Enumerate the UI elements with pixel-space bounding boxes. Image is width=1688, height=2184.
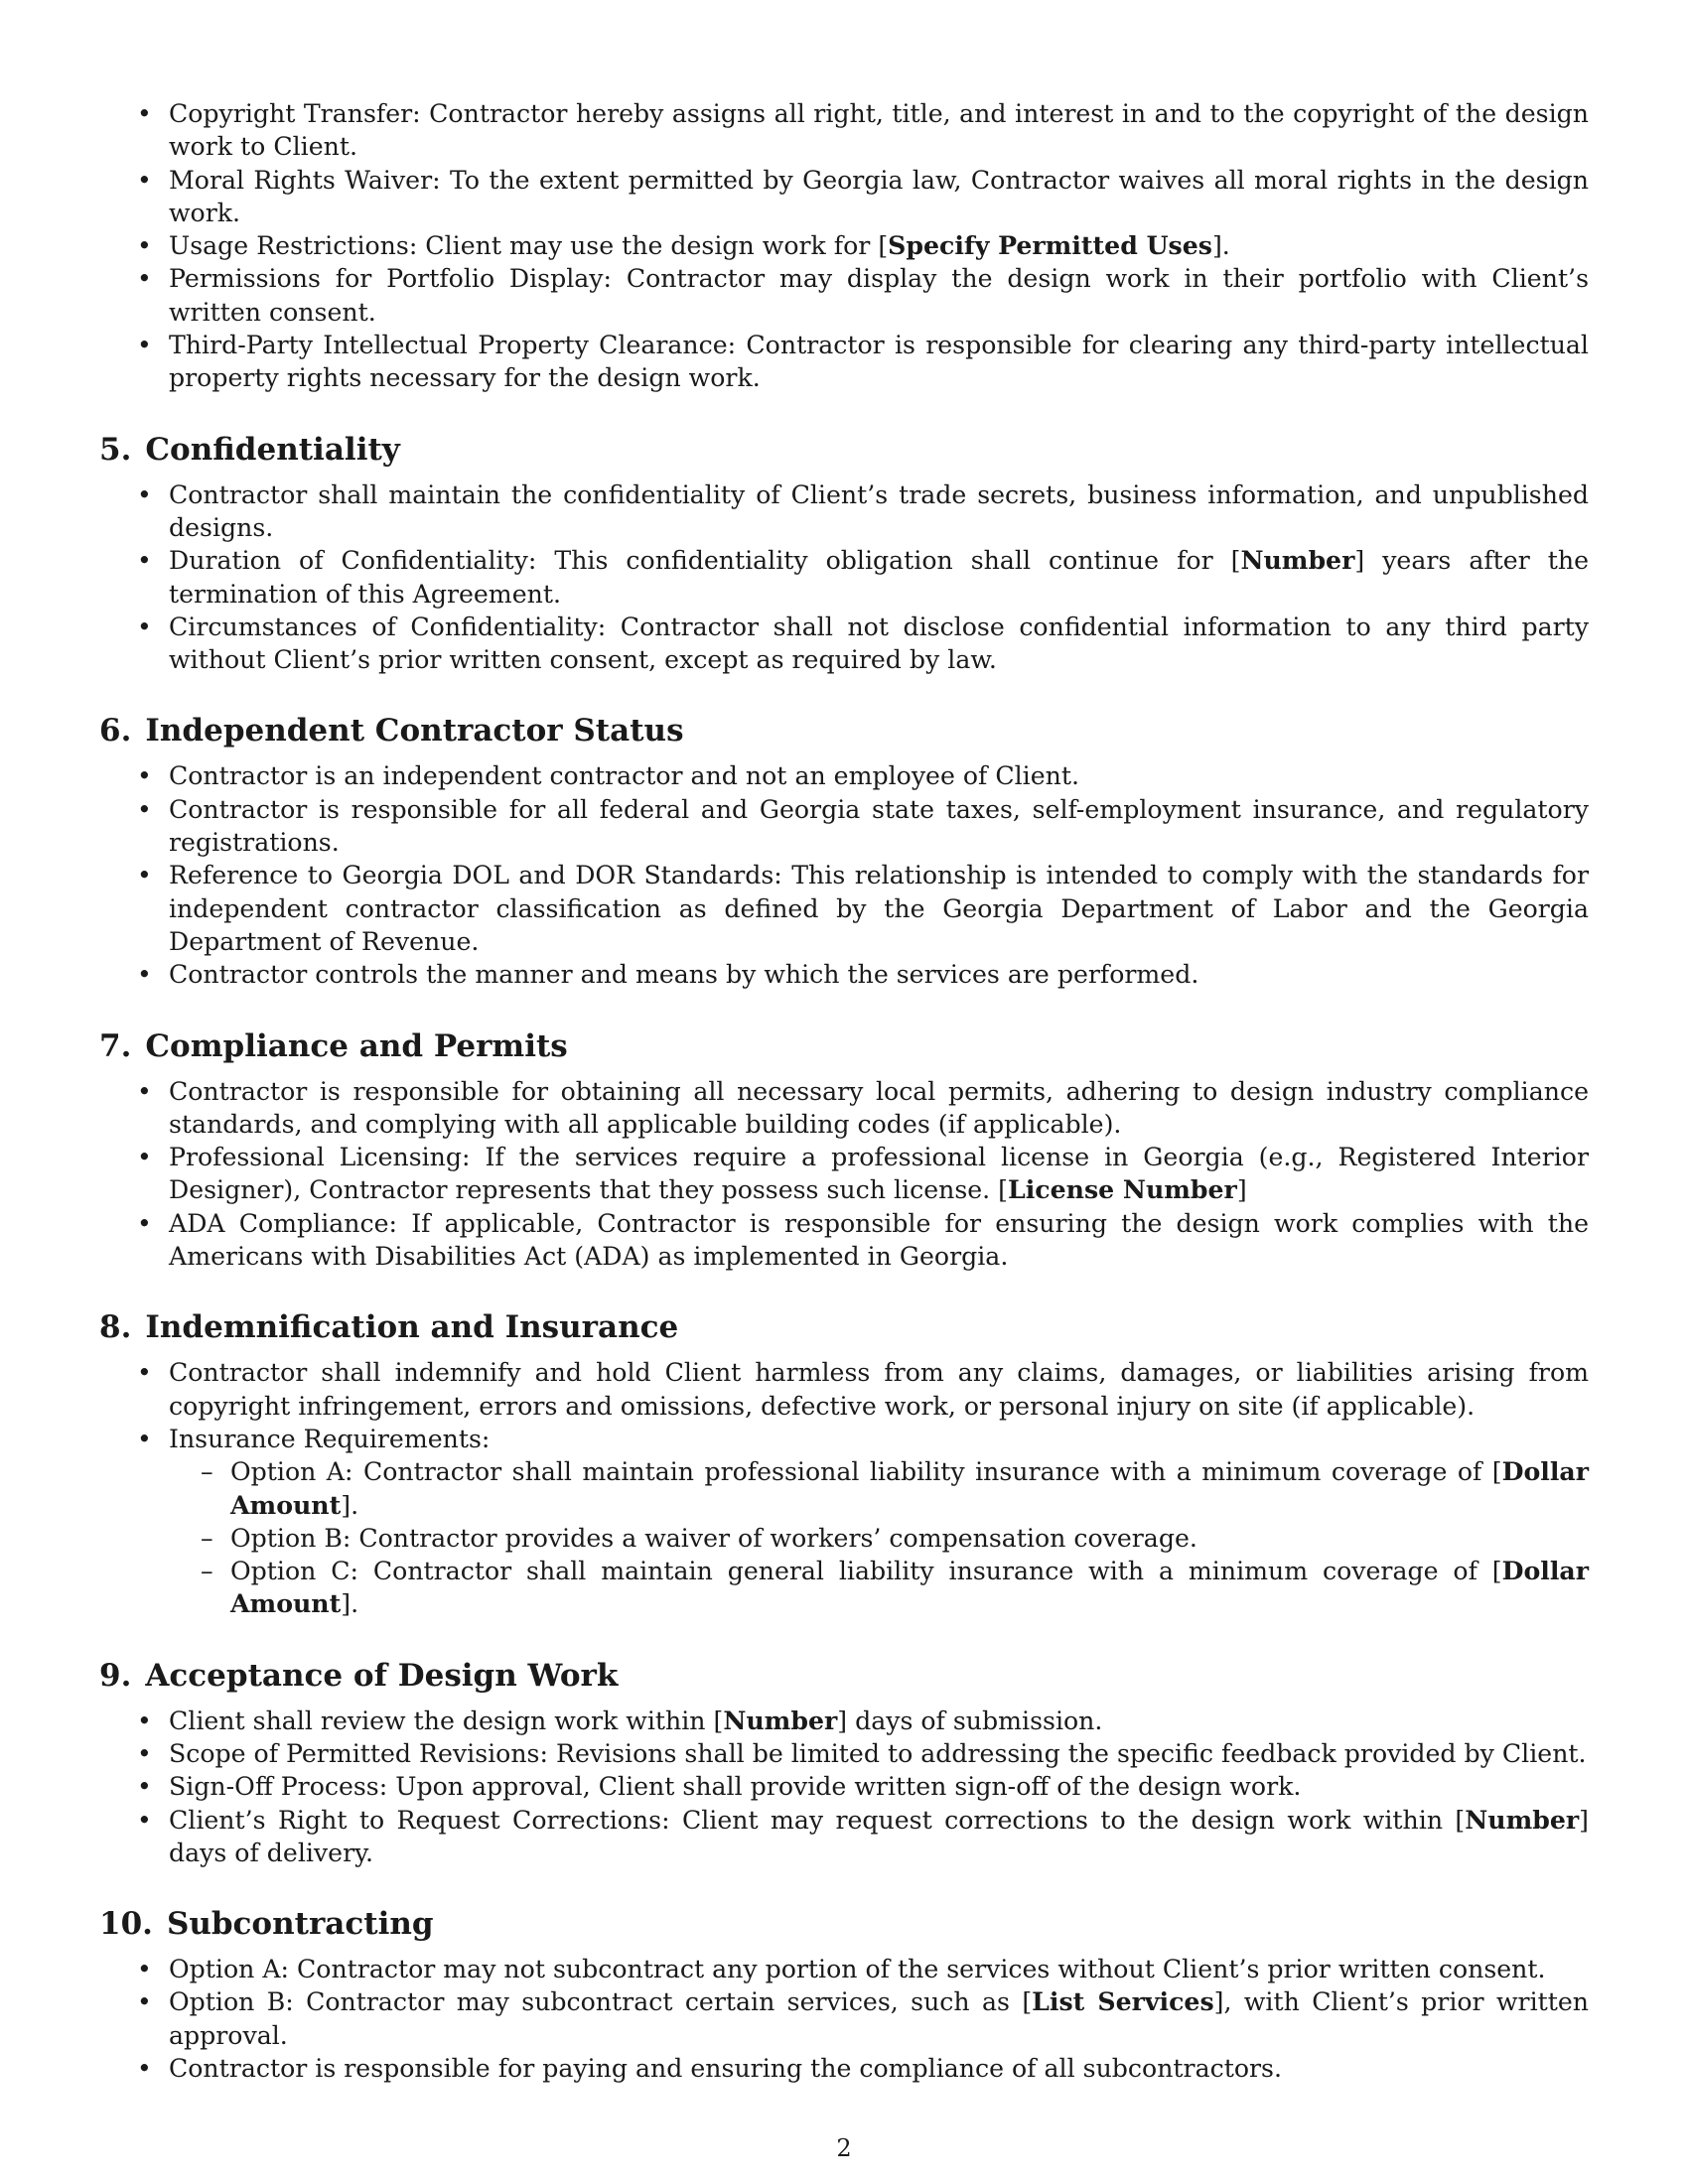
list-item: • Permissions for Portfolio Display: Contractor may display the design work in their portfolio with Client’s written consent. (99, 262, 1589, 329)
list-item: • Option B: Contractor may subcontract certain services, such as [List Services], with Client’s prior written approval. (99, 1985, 1589, 2052)
list-item: • Scope of Permitted Revisions: Revisions shall be limited to addressing the specific feedback provided by Client. (99, 1737, 1589, 1770)
list-item: • Contractor shall indemnify and hold Client harmless from any claims, damages, or liabilities arising from copyright infringement, errors and omissions, defective work, or personal injury on site (if applicable). (99, 1356, 1589, 1423)
list-item-label: Insurance Requirements: (169, 1424, 491, 1453)
list-item: • Contractor shall maintain the confidentiality of Client’s trade secrets, business information, and unpublished designs. (99, 478, 1589, 545)
list-item: • Third-Party Intellectual Property Clearance: Contractor is responsible for clearing any third-party intellectual property rights necessary for the design work. (99, 329, 1589, 395)
placeholder-field: Number (1240, 545, 1355, 576)
placeholder-field: Number (1465, 1804, 1580, 1835)
section-confidentiality (99, 431, 1589, 677)
page-number: 2 (836, 2134, 852, 2162)
list-item: • Contractor controls the manner and means by which the services are performed. (99, 958, 1589, 991)
section-independent-contractor (99, 712, 1589, 991)
placeholder-field: List Services (1032, 1986, 1214, 2017)
sub-list-item: – Option A: Contractor shall maintain professional liability insurance with a minimum coverage of [Dollar Amount]. (169, 1455, 1589, 1522)
insurance-options-list (169, 1455, 1589, 1620)
list-item: • Sign-Off Process: Upon approval, Client shall provide written sign-off of the design work. (99, 1770, 1589, 1803)
sub-list-item: – Option B: Contractor provides a waiver of workers’ compensation coverage. (169, 1522, 1589, 1555)
list-item: • Client’s Right to Request Corrections: Client may request corrections to the design work within [Number] days of delivery. (99, 1804, 1589, 1870)
placeholder-field: Number (723, 1705, 838, 1735)
list-item: • Option A: Contractor may not subcontract any portion of the services without Client’s prior written consent. (99, 1953, 1589, 1985)
section-indemnification (99, 1308, 1589, 1620)
list-item: • ADA Compliance: If applicable, Contractor is responsible for ensuring the design work complies with the Americans with Disabilities Act (ADA) as implemented in Georgia. (99, 1207, 1589, 1274)
list-item: • Moral Rights Waiver: To the extent permitted by Georgia law, Contractor waives all moral rights in the design work. (99, 164, 1589, 230)
placeholder-field: Dollar Amount (230, 1556, 1589, 1619)
section-heading: 6. Independent Contractor Status (99, 713, 684, 750)
list-item: • Contractor is responsible for paying and ensuring the compliance of all subcontractors. (99, 2052, 1589, 2085)
list-item: • Usage Restrictions: Client may use the design work for [Specify Permitted Uses]. (99, 229, 1589, 262)
list-item (99, 1423, 1589, 1621)
section-heading: 7. Compliance and Permits (99, 1027, 568, 1064)
section-heading: 10. Subcontracting (99, 1906, 434, 1943)
ip-rights-list (99, 97, 1589, 395)
list-item: • Copyright Transfer: Contractor hereby assigns all right, title, and interest in and to the copyright of the design work to Client. (99, 97, 1589, 164)
section-compliance-permits (99, 1027, 1589, 1274)
section-heading: 8. Indemnification and Insurance (99, 1309, 679, 1346)
placeholder-field: License Number (1008, 1174, 1237, 1205)
document-page (99, 97, 1589, 2085)
placeholder-field: Specify Permitted Uses (888, 230, 1212, 261)
list-item: • Circumstances of Confidentiality: Contractor shall not disclose confidential information to any third party without Client’s prior written consent, except as required by law. (99, 611, 1589, 677)
list-item: • Contractor is responsible for obtaining all necessary local permits, adhering to design industry compliance standards, and complying with all applicable building codes (if applicable). (99, 1075, 1589, 1142)
sub-list-item: – Option C: Contractor shall maintain general liability insurance with a minimum coverage of [Dollar Amount]. (169, 1555, 1589, 1621)
section-subcontracting (99, 1905, 1589, 2085)
list-item: • Client shall review the design work within [Number] days of submission. (99, 1705, 1589, 1737)
list-item: • Reference to Georgia DOL and DOR Standards: This relationship is intended to comply with the standards for independent contractor classification as defined by the Georgia Department of Labor and the Georgia Department of Revenue. (99, 859, 1589, 958)
section-acceptance (99, 1657, 1589, 1869)
list-item: • Duration of Confidentiality: This confidentiality obligation shall continue for [Number] years after the termination of this Agreement. (99, 544, 1589, 611)
section-heading: 9. Acceptance of Design Work (99, 1657, 619, 1694)
placeholder-field: Dollar Amount (230, 1456, 1589, 1520)
list-item: • Professional Licensing: If the services require a professional license in Georgia (e.g., Registered Interior Designer), Contractor represents that they possess such license. [License Number] (99, 1141, 1589, 1207)
section-heading: 5. Confidentiality (99, 431, 400, 468)
list-item: • Contractor is responsible for all federal and Georgia state taxes, self-employment insurance, and regulatory registrations. (99, 793, 1589, 860)
list-item: • Contractor is an independent contractor and not an employee of Client. (99, 759, 1589, 792)
